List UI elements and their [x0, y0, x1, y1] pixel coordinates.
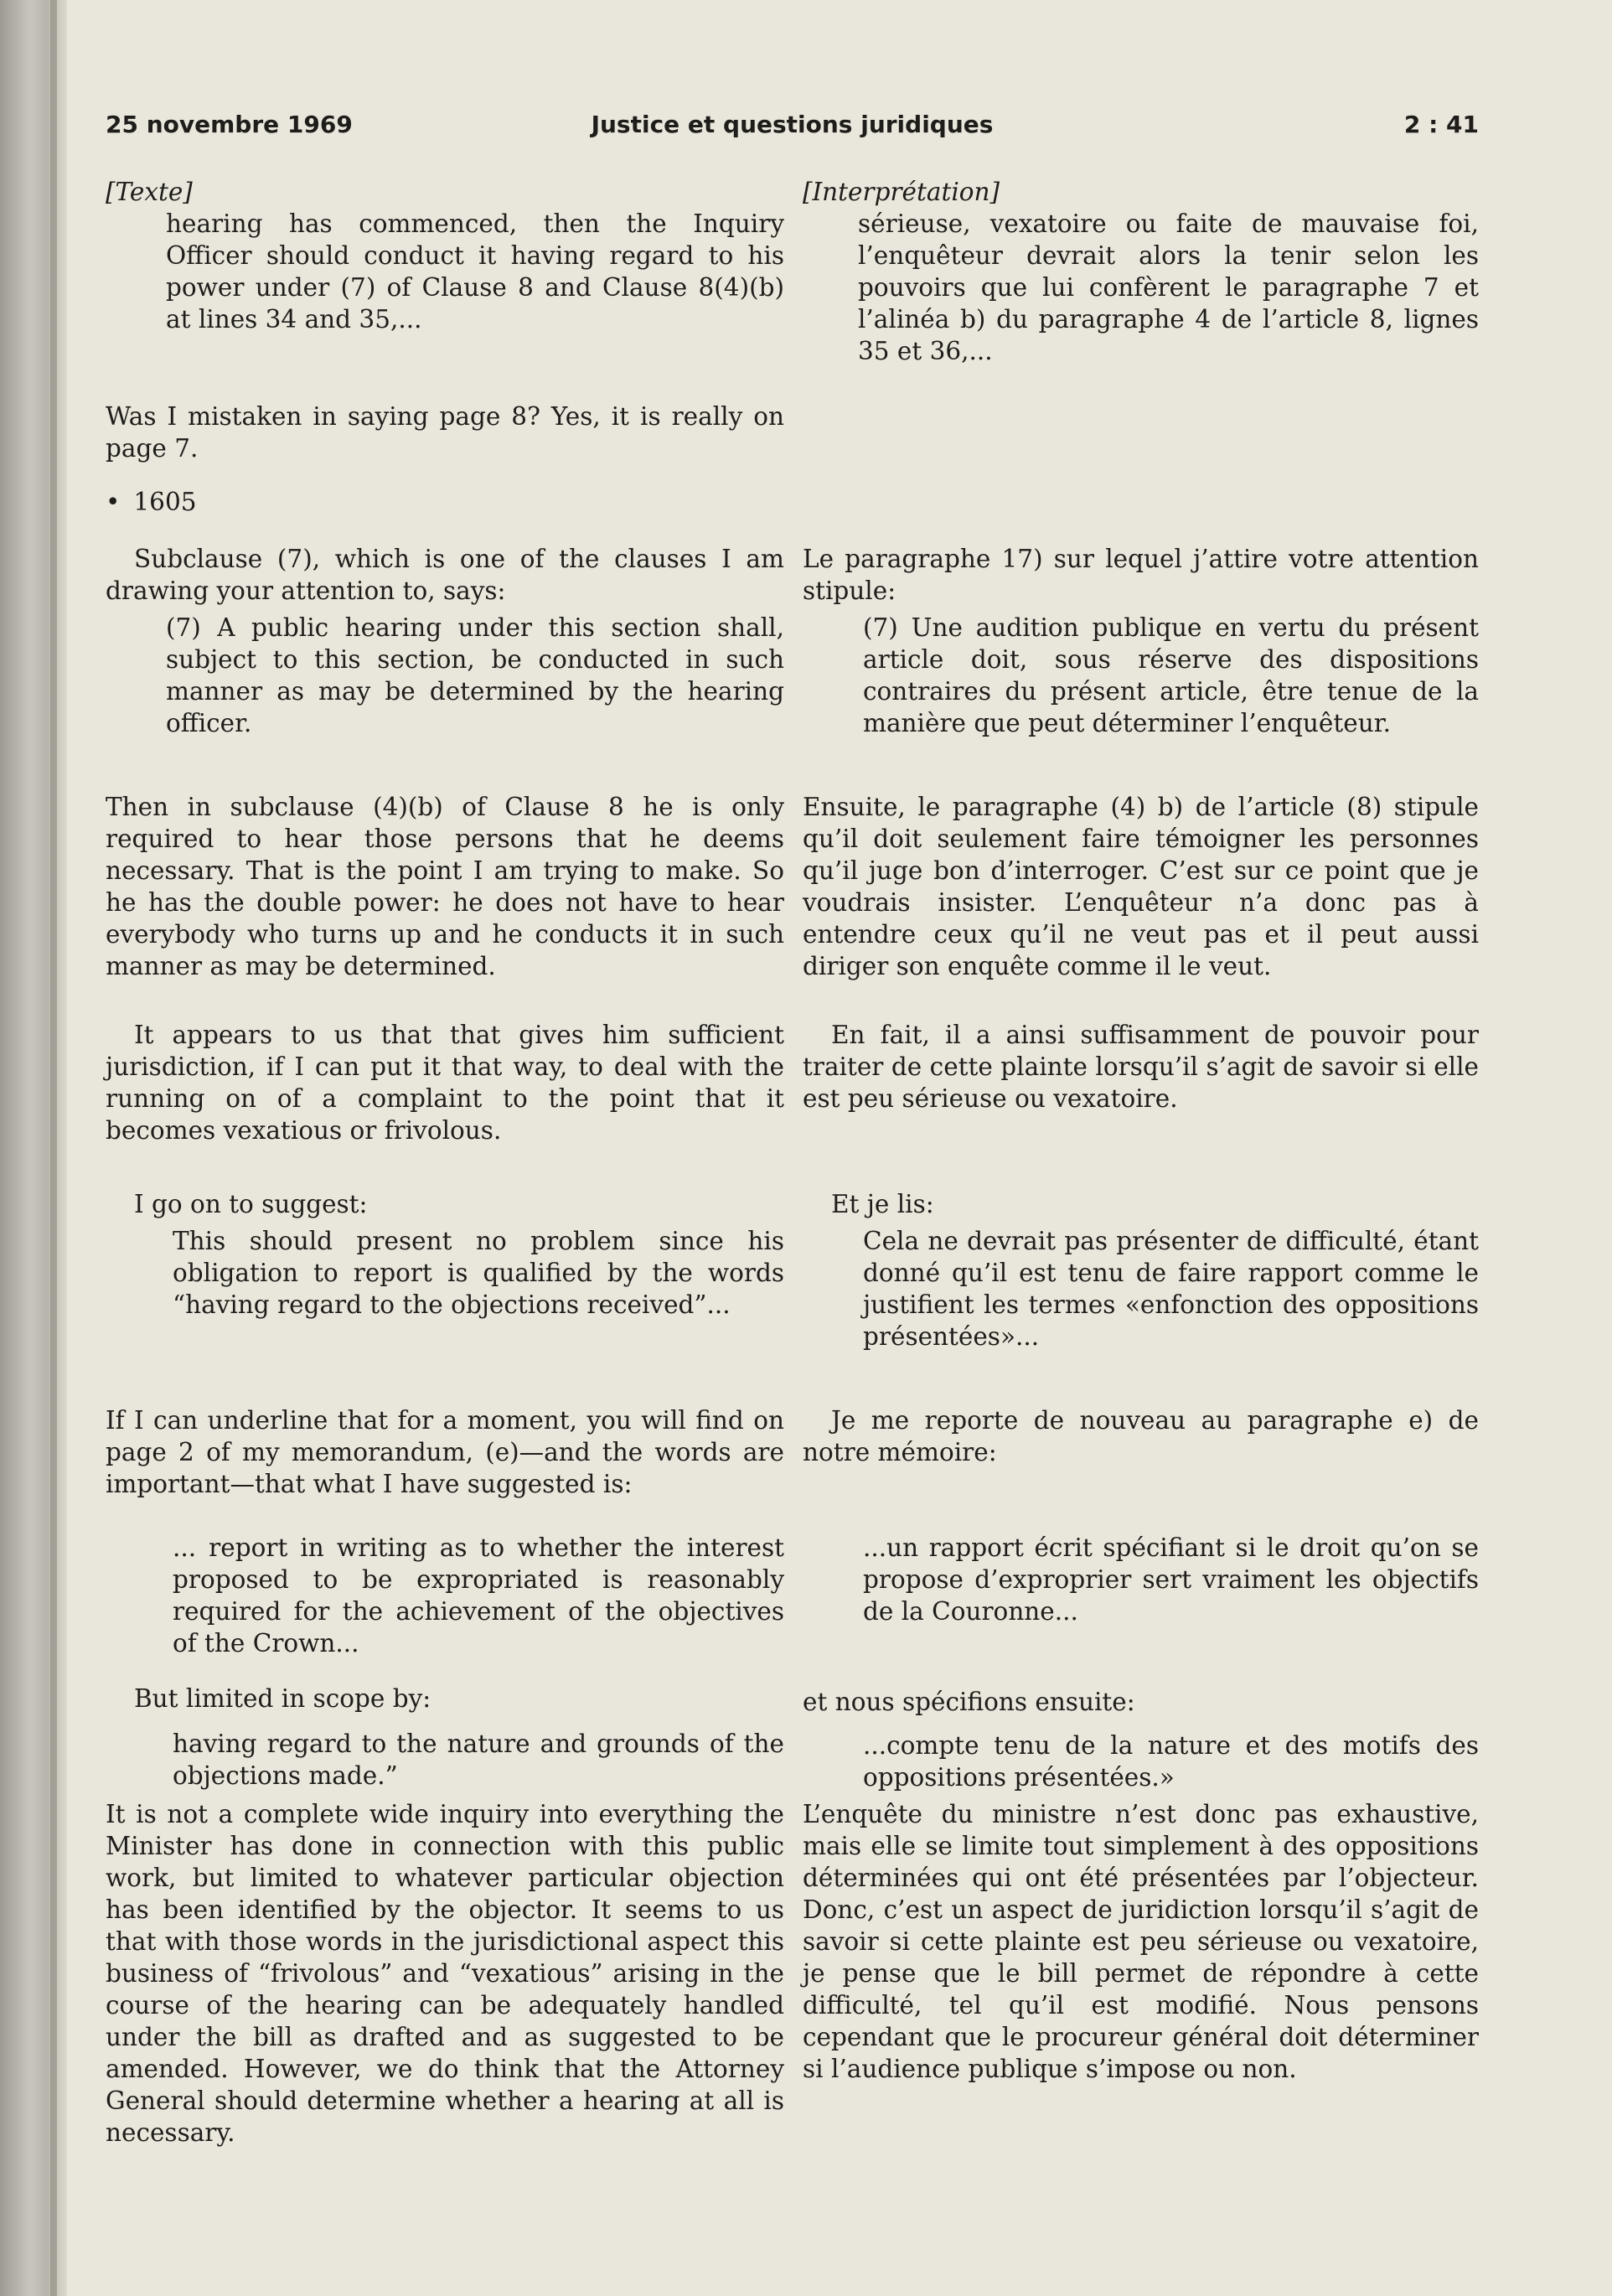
fr-paragraph-4: En fait, il a ainsi suffisamment de pouvoir pour traiter de cette plainte lorsqu’il s’agit de savoir si elle est peu sérieuse ou vexatoire.: [803, 1021, 1479, 1113]
header-title: Justice et questions juridiques: [591, 111, 994, 138]
fr-quote-3: ...un rapport écrit spécifiant si le droit qu’on se propose d’exproprier sert vraiment les objectifs de la Couronne...: [863, 1533, 1479, 1626]
fr-paragraph-7: et nous spécifions ensuite:: [803, 1688, 1135, 1716]
fr-paragraph-1: sérieuse, vexatoire ou faite de mauvaise foi, l’enquêteur devrait alors la tenir selon les pouvoirs que lui confèrent le paragraphe 7 et l’alinéa b) du paragraphe 4 de l’article 8, lignes 35 et 36,...: [858, 209, 1479, 365]
running-header: [106, 111, 1479, 144]
en-paragraph-8: But limited in scope by:: [134, 1684, 431, 1713]
en-paragraph-6: I go on to suggest:: [134, 1190, 368, 1218]
column-heading-interpretation: [Interprétation]: [803, 178, 1000, 206]
fr-paragraph-6: Je me reporte de nouveau au paragraphe e) de notre mémoire:: [803, 1406, 1479, 1466]
fr-quote-1: (7) Une audition publique en vertu du présent article doit, sous réserve des dispositions contraires du présent article, être tenue de la manière que peut déterminer l’enquêteur.: [863, 613, 1479, 737]
en-paragraph-1: hearing has commenced, then the Inquiry Officer should conduct it having regard to his power under (7) of Clause 8 and Clause 8(4)(b) at lines 34 and 35,...: [166, 209, 784, 334]
en-paragraph-5: It appears to us that that gives him sufficient jurisdiction, if I can put it that way, to deal with the running on of a complaint to the point that it becomes vexatious or frivolous.: [106, 1021, 784, 1145]
time-marker: • 1605: [106, 486, 784, 518]
en-paragraph-9: It is not a complete wide inquiry into everything the Minister has done in connection with this public work, but limited to whatever particular objection has been identified by the objector. It seems to us that with those words in the jurisdictional aspect this business of “frivolous” and “vexatious” arising in the course of the hearing can be adequately handled under the bill as drafted and as suggested to be amended. However, we do think that the Attorney General should determine whether a hearing at all is necessary.: [106, 1800, 784, 2147]
fr-quote-2: Cela ne devrait pas présenter de difficulté, étant donné qu’il est tenu de faire rapport comme le justifient les termes «enfonction des oppositions présentées»...: [863, 1227, 1479, 1351]
en-paragraph-3: Subclause (7), which is one of the clauses I am drawing your attention to, says:: [106, 545, 784, 605]
fr-quote-4: ...compte tenu de la nature et des motifs des oppositions présentées.»: [863, 1731, 1479, 1792]
fr-paragraph-8: L’enquête du ministre n’est donc pas exhaustive, mais elle se limite tout simplement à des oppositions déterminées qui ont été présentées par l’objecteur. Donc, c’est un aspect de juridiction lorsqu’il s’agit de savoir si cette plainte est peu sérieuse ou vexatoire, je pense que le bill permet de répondre à cette difficulté, tel qu’il est modifié. Nous pensons cependant que le procureur général doit déterminer si l’audience publique s’impose ou non.: [803, 1800, 1479, 2083]
fr-paragraph-2: Le paragraphe 17) sur lequel j’attire votre attention stipule:: [803, 545, 1479, 605]
header-page-number: 2 : 41: [1403, 111, 1479, 138]
en-quote-4: having regard to the nature and grounds of the objections made.”: [173, 1730, 784, 1790]
en-quote-3: ... report in writing as to whether the interest proposed to be expropriated is reasonably required for the achievement of the objectives of the Crown...: [173, 1533, 784, 1657]
column-heading-texte: [Texte]: [106, 178, 193, 206]
fr-paragraph-3: Ensuite, le paragraphe (4) b) de l’article (8) stipule qu’il doit seulement faire témoigner les personnes qu’il juge bon d’interroger. C’est sur ce point que je voudrais insister. L’enquêteur n’a donc pas à entendre ceux qu’il ne veut pas et il peut aussi diriger son enquête comme il le veut.: [803, 793, 1479, 980]
en-quote-1: (7) A public hearing under this section shall, subject to this section, be conducted in such manner as may be determined by the hearing officer.: [166, 613, 784, 737]
header-date: 25 novembre 1969: [106, 111, 353, 138]
book-spine-shadow: [0, 0, 67, 2296]
en-paragraph-2: Was I mistaken in saying page 8? Yes, it is really on page 7.: [106, 402, 784, 463]
en-quote-2: This should present no problem since his obligation to report is qualified by the words “having regard to the objections received”...: [173, 1227, 784, 1319]
en-paragraph-4: Then in subclause (4)(b) of Clause 8 he is only required to hear those persons that he deems necessary. That is the point I am trying to make. So he has the double power: he does not have to hear everybody who turns up and he conducts it in such manner as may be determined.: [106, 793, 784, 980]
en-paragraph-7: If I can underline that for a moment, you will find on page 2 of my memorandum, (e)—and the words are important—that what I have suggested is:: [106, 1406, 784, 1498]
document-page: [101, 0, 1479, 2296]
fr-paragraph-5: Et je lis:: [831, 1190, 934, 1218]
